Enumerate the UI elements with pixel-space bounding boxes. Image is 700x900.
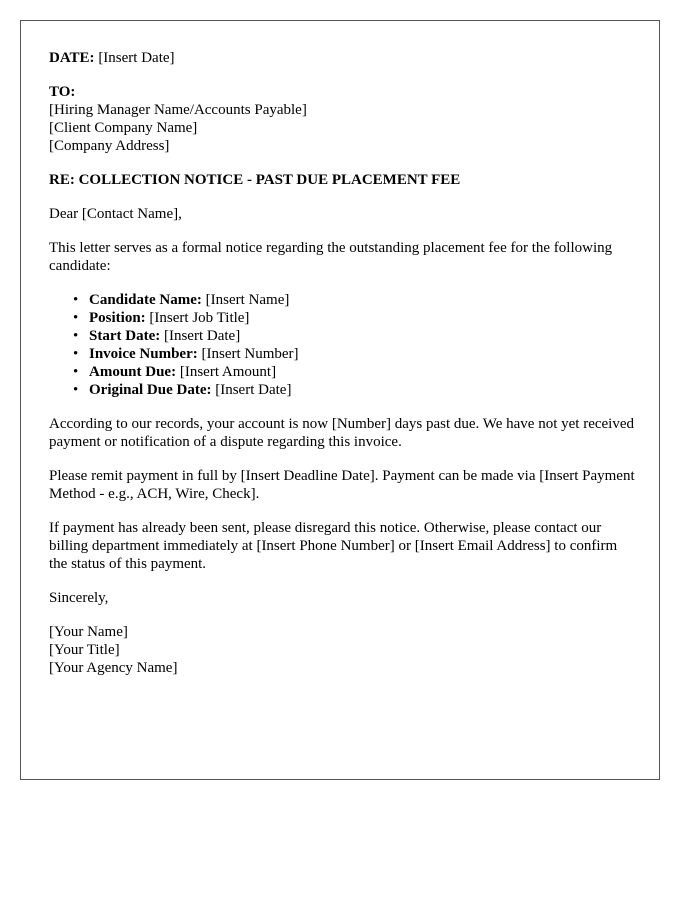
detail-value: [Insert Job Title] [149, 310, 250, 326]
list-item [73, 309, 639, 327]
signature-name: [Your Name] [49, 624, 128, 640]
signature-title: [Your Title] [49, 642, 120, 658]
detail-value: [Insert Date] [215, 382, 292, 398]
bullet-icon: • [73, 364, 79, 380]
records-paragraph: According to our records, your account is now [Number] days past due. We have not yet received payment or notification of a dispute regarding this invoice. [49, 416, 634, 450]
date-line [49, 49, 639, 67]
signature-block [49, 623, 639, 677]
recipient-line-contact: [Hiring Manager Name/Accounts Payable] [49, 102, 307, 118]
detail-value: [Insert Number] [201, 346, 299, 362]
detail-label: Start Date: [89, 328, 161, 344]
detail-value: [Insert Amount] [179, 364, 277, 380]
contact-paragraph: If payment has already been sent, please disregard this notice. Otherwise, please contact our billing department immediately at [Insert Phone Number] or [Insert Email Address] to confirm the status of this payment. [49, 520, 618, 572]
detail-value: [Insert Date] [163, 328, 241, 344]
candidate-details-list [49, 291, 639, 399]
detail-label: Invoice Number: [89, 346, 198, 362]
to-label: TO: [49, 84, 76, 100]
bullet-icon: • [73, 382, 79, 398]
bullet-icon: • [73, 328, 79, 344]
date-value: [Insert Date] [98, 50, 175, 66]
detail-label: Position: [89, 310, 146, 326]
salutation: Dear [Contact Name], [49, 206, 182, 222]
closing: Sincerely, [49, 590, 109, 606]
date-label: DATE: [49, 50, 95, 66]
list-item [73, 363, 639, 381]
intro-paragraph: This letter serves as a formal notice regarding the outstanding placement fee for the following candidate: [49, 240, 613, 274]
detail-label: Amount Due: [89, 364, 177, 380]
signature-agency: [Your Agency Name] [49, 660, 178, 676]
subject-line: RE: COLLECTION NOTICE - PAST DUE PLACEMENT FEE [49, 172, 461, 188]
recipient-block [49, 83, 639, 155]
letter-page [20, 20, 660, 780]
recipient-line-address: [Company Address] [49, 138, 170, 154]
bullet-icon: • [73, 292, 79, 308]
list-item [73, 345, 639, 363]
remit-paragraph: Please remit payment in full by [Insert Deadline Date]. Payment can be made via [Insert Payment Method - e.g., ACH, Wire, Check]. [49, 468, 635, 502]
letter-content [49, 49, 639, 677]
list-item [73, 291, 639, 309]
detail-label: Original Due Date: [89, 382, 212, 398]
list-item [73, 327, 639, 345]
recipient-line-company: [Client Company Name] [49, 120, 198, 136]
list-item [73, 381, 639, 399]
bullet-icon: • [73, 310, 79, 326]
bullet-icon: • [73, 346, 79, 362]
detail-label: Candidate Name: [89, 292, 202, 308]
detail-value: [Insert Name] [205, 292, 290, 308]
